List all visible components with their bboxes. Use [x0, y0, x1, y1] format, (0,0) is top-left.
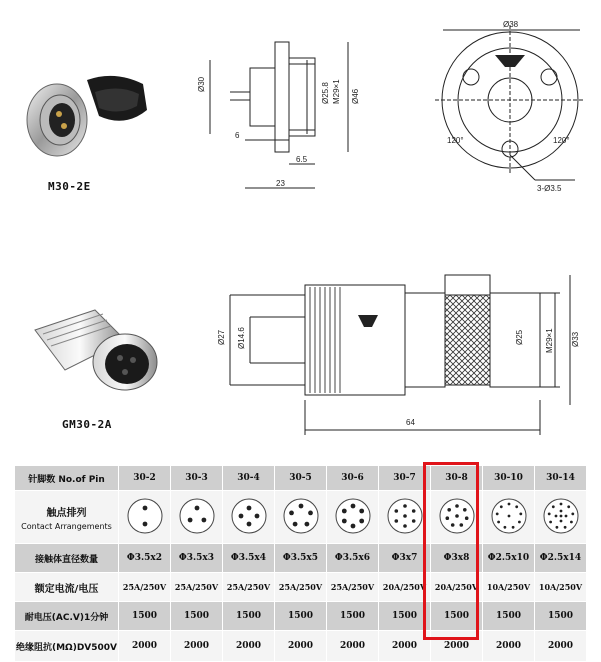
- cell-arrangement: [535, 491, 587, 544]
- contact-pin: [142, 521, 147, 526]
- cell-voltage: 1500: [119, 602, 171, 631]
- contact-arrangement-icon: [126, 497, 164, 535]
- contact-pin: [411, 509, 415, 513]
- contact-pin: [394, 519, 398, 523]
- cell-voltage: 1500: [171, 602, 223, 631]
- cell-insulation: 2000: [275, 631, 327, 662]
- contact-pin: [551, 505, 554, 508]
- rating-header: 额定电流/电压: [15, 573, 119, 602]
- cell-diameter: Φ3x8: [431, 544, 483, 573]
- svg-text:Ø25: Ø25: [515, 329, 524, 345]
- top-side-drawing: [190, 30, 390, 200]
- cell-rating: 10A/250V: [483, 573, 535, 602]
- cell-insulation: 2000: [171, 631, 223, 662]
- cell-voltage: 1500: [535, 602, 587, 631]
- contact-pin: [570, 520, 573, 523]
- contact-pin: [403, 514, 407, 518]
- svg-text:Ø33: Ø33: [571, 331, 580, 347]
- cell-voltage: 1500: [483, 602, 535, 631]
- contact-pin: [507, 502, 510, 505]
- insulation-header: 绝缘阻抗(MΩ)DV500V: [15, 631, 119, 662]
- contact-pin: [341, 508, 346, 513]
- cell-rating: 25A/250V: [223, 573, 275, 602]
- contact-pin: [497, 520, 500, 523]
- svg-text:6.5: 6.5: [296, 155, 308, 164]
- contact-arrangement-icon: [178, 497, 216, 535]
- svg-text:23: 23: [276, 179, 285, 188]
- gm30-2a-photo: [25, 300, 165, 400]
- cell-pin: 30-7: [379, 466, 431, 491]
- cell-pin: 30-10: [483, 466, 535, 491]
- svg-text:M29×1: M29×1: [545, 328, 554, 353]
- contact-pin: [142, 505, 147, 510]
- contact-pin: [455, 504, 459, 508]
- arrangement-header: 触点排列 Contact Arrangements: [15, 491, 119, 544]
- contact-pin: [519, 512, 522, 515]
- contact-pin: [499, 505, 502, 508]
- bottom-model-label: GM30-2A: [62, 418, 112, 431]
- contact-pin: [503, 525, 506, 528]
- contact-pin: [515, 505, 518, 508]
- cell-insulation: 2000: [327, 631, 379, 662]
- svg-text:Ø14.6: Ø14.6: [237, 327, 246, 349]
- top-model-label: M30-2E: [48, 180, 91, 193]
- cell-rating: 25A/250V: [171, 573, 223, 602]
- pins-header: 针脚数 No.of Pin: [15, 466, 119, 491]
- cell-pin: 30-4: [223, 466, 275, 491]
- contact-pin: [447, 508, 451, 512]
- contact-pin: [445, 516, 449, 520]
- contact-arrangement-icon: [542, 497, 580, 535]
- contact-arrangement-icon: [438, 497, 476, 535]
- cell-diameter: Φ3.5x2: [119, 544, 171, 573]
- cell-voltage: 1500: [275, 602, 327, 631]
- cell-rating: 25A/250V: [327, 573, 379, 602]
- contact-pin: [464, 516, 468, 520]
- contact-pin: [567, 505, 570, 508]
- contact-pin: [563, 525, 566, 528]
- insulation-row: [15, 631, 587, 662]
- pins-row: [15, 466, 587, 491]
- cell-voltage: 1500: [431, 602, 483, 631]
- cell-insulation: 2000: [483, 631, 535, 662]
- cell-rating: 10A/250V: [535, 573, 587, 602]
- cell-pin: 30-8: [431, 466, 483, 491]
- contact-pin: [450, 523, 454, 527]
- cell-arrangement: [119, 491, 171, 544]
- contact-pin: [238, 513, 243, 518]
- contact-pin: [201, 517, 206, 522]
- rating-row: [15, 573, 587, 602]
- contact-pin: [304, 521, 309, 526]
- contact-arrangement-icon: [282, 497, 320, 535]
- cell-pin: 30-14: [535, 466, 587, 491]
- contact-pin: [459, 523, 463, 527]
- contact-pin: [350, 503, 355, 508]
- contact-pin: [289, 510, 294, 515]
- cell-voltage: 1500: [223, 602, 275, 631]
- cell-diameter: Φ3x7: [379, 544, 431, 573]
- cell-pin: 30-6: [327, 466, 379, 491]
- contact-pin: [254, 513, 259, 518]
- contact-pin: [555, 525, 558, 528]
- svg-text:3-Ø3.5: 3-Ø3.5: [537, 184, 562, 193]
- contact-pin: [559, 502, 562, 505]
- contact-pin: [187, 517, 192, 522]
- arrangement-row: [15, 491, 587, 544]
- cell-diameter: Φ2.5x10: [483, 544, 535, 573]
- cell-pin: 30-3: [171, 466, 223, 491]
- contact-pin: [194, 505, 199, 510]
- svg-text:Ø25.8: Ø25.8: [321, 82, 330, 104]
- contact-arrangement-icon: [386, 497, 424, 535]
- svg-text:Ø38: Ø38: [503, 20, 519, 29]
- contact-pin: [411, 519, 415, 523]
- contact-pin: [403, 524, 407, 528]
- cell-voltage: 1500: [327, 602, 379, 631]
- cell-rating: 20A/250V: [431, 573, 483, 602]
- svg-text:120°: 120°: [447, 136, 464, 145]
- contact-pin: [518, 520, 521, 523]
- cell-insulation: 2000: [431, 631, 483, 662]
- svg-text:64: 64: [406, 418, 415, 427]
- cell-rating: 20A/250V: [379, 573, 431, 602]
- contact-pin: [511, 525, 514, 528]
- contact-pin: [341, 518, 346, 523]
- contact-pin: [571, 512, 574, 515]
- spec-table: [14, 465, 587, 662]
- cell-insulation: 2000: [379, 631, 431, 662]
- contact-pin: [394, 509, 398, 513]
- cell-pin: 30-2: [119, 466, 171, 491]
- svg-text:120°: 120°: [553, 136, 570, 145]
- cell-insulation: 2000: [223, 631, 275, 662]
- contact-pin: [359, 508, 364, 513]
- cell-insulation: 2000: [535, 631, 587, 662]
- cell-arrangement: [327, 491, 379, 544]
- svg-text:M29×1: M29×1: [332, 79, 341, 104]
- contact-pin: [455, 514, 459, 518]
- contact-pin: [547, 512, 550, 515]
- cell-diameter: Φ3.5x5: [275, 544, 327, 573]
- contact-pin: [559, 519, 562, 522]
- contact-arrangement-icon: [490, 497, 528, 535]
- contact-pin: [359, 518, 364, 523]
- contact-pin: [246, 521, 251, 526]
- contact-pin: [564, 514, 567, 517]
- contact-pin: [549, 520, 552, 523]
- cell-diameter: Φ3.5x3: [171, 544, 223, 573]
- contact-pin: [298, 503, 303, 508]
- cell-arrangement: [223, 491, 275, 544]
- voltage-row: [15, 602, 587, 631]
- contact-pin: [292, 521, 297, 526]
- contact-pin: [495, 512, 498, 515]
- cell-diameter: Φ3.5x4: [223, 544, 275, 573]
- contact-pin: [246, 505, 251, 510]
- cell-rating: 25A/250V: [119, 573, 171, 602]
- bottom-side-drawing: [210, 265, 590, 440]
- cell-arrangement: [431, 491, 483, 544]
- cell-pin: 30-5: [275, 466, 327, 491]
- voltage-header: 耐电压(AC.V)1分钟: [15, 602, 119, 631]
- svg-text:Ø27: Ø27: [217, 329, 226, 345]
- m30-2e-photo: [15, 70, 155, 170]
- cell-arrangement: [379, 491, 431, 544]
- contact-pin: [507, 514, 510, 517]
- svg-text:6: 6: [235, 131, 240, 140]
- contact-pin: [463, 508, 467, 512]
- contact-pin: [308, 510, 313, 515]
- cell-diameter: Φ3.5x6: [327, 544, 379, 573]
- svg-text:Ø46: Ø46: [351, 88, 360, 104]
- cell-arrangement: [171, 491, 223, 544]
- cell-arrangement: [275, 491, 327, 544]
- contact-arrangement-icon: [230, 497, 268, 535]
- contact-pin: [559, 509, 562, 512]
- cell-diameter: Φ2.5x14: [535, 544, 587, 573]
- cell-arrangement: [483, 491, 535, 544]
- contact-pin: [554, 514, 557, 517]
- cell-voltage: 1500: [379, 602, 431, 631]
- contact-pin: [403, 504, 407, 508]
- contact-pin: [350, 523, 355, 528]
- top-front-drawing: [425, 15, 595, 200]
- diameter-row: [15, 544, 587, 573]
- contact-pin: [559, 514, 562, 517]
- cell-rating: 25A/250V: [275, 573, 327, 602]
- cell-insulation: 2000: [119, 631, 171, 662]
- diameter-header: 接触体直径数量: [15, 544, 119, 573]
- svg-text:Ø30: Ø30: [197, 76, 206, 92]
- contact-arrangement-icon: [334, 497, 372, 535]
